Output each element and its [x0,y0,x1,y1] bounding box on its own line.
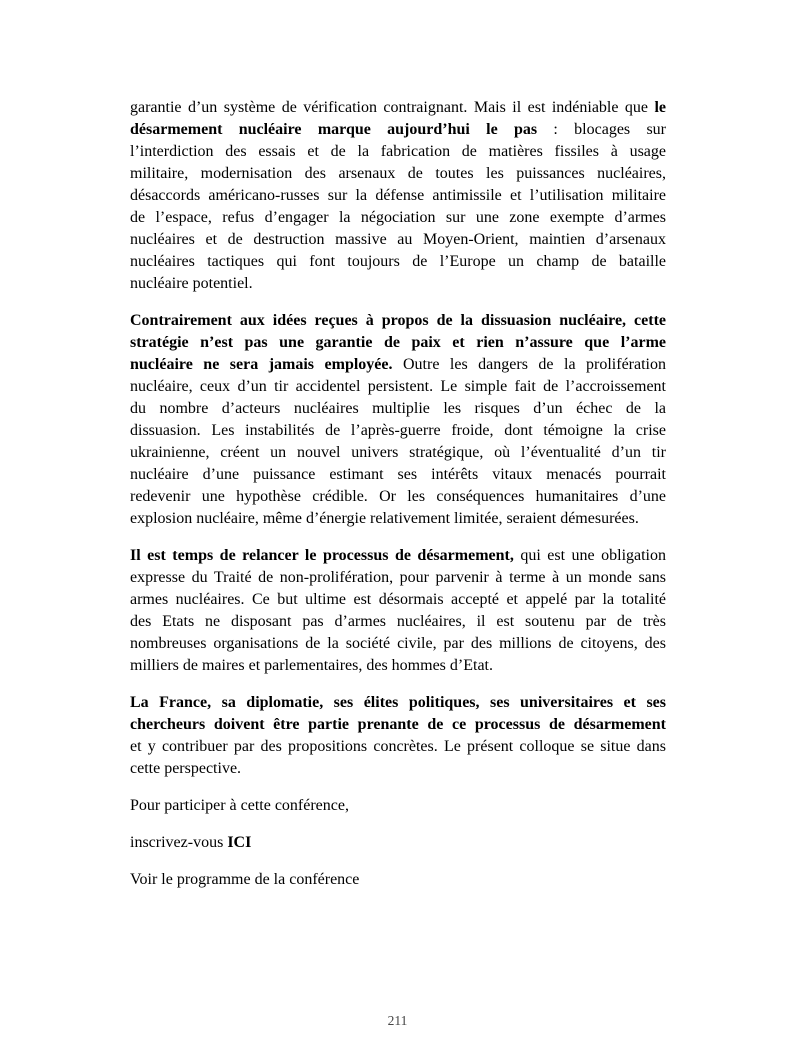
text-segment: La France, sa diplomatie, ses élites politiques, ses universitaires et ses [130,694,666,711]
text-line [130,714,666,736]
text-segment: nombreuses organisations de la société civile, par des millions de citoyens, des [130,635,666,652]
text-line [130,273,666,295]
document-body [130,97,666,906]
text-segment: dissuasion. Les instabilités de l’après-guerre froide, dont témoigne la crise [130,422,666,439]
text-segment: qui est une obligation [513,547,666,564]
text-segment: expresse du Traité de non-prolifération, pour parvenir à terme à un monde sans [130,569,666,586]
text-segment: Outre les dangers de la prolifération [392,356,666,373]
text-line [130,398,666,420]
text-line [130,251,666,273]
text-line [130,163,666,185]
paragraph-7 [130,869,666,891]
text-segment: : blocages sur [537,121,666,138]
text-line [130,508,666,530]
text-segment: nucléaire ne sera jamais employée. [130,356,393,373]
text-segment: Contrairement aux idées reçues à propos de la dissuasion nucléaire, cette [130,312,666,329]
text-segment: armes nucléaires. Ce but ultime est désormais accepté et appelé par la totalité [130,591,666,608]
text-segment: nucléaire, ceux d’un tir accidentel persistent. Le simple fait de l’accroissement [130,378,666,395]
text-segment: milliers de maires et parlementaires, des hommes d’Etat. [130,657,493,674]
text-line [130,310,666,332]
text-segment: nucléaires tactiques qui font toujours de l’Europe un champ de bataille [130,253,666,270]
text-segment: Voir le programme de la conférence [130,871,360,888]
text-segment: redevenir une hypothèse crédible. Or les conséquences humanitaires d’une [130,488,666,505]
text-line [130,832,666,854]
text-line [130,185,666,207]
text-segment: garantie d’un système de vérification contraignant. Mais il est indéniable que [130,99,655,116]
text-line [130,545,666,567]
text-segment: inscrivez-vous [130,834,228,851]
text-segment: ukrainienne, créent un nouvel univers stratégique, où l’éventualité d’un tir [130,444,666,461]
text-line [130,354,666,376]
page-number: 211 [387,1013,408,1028]
text-line [130,229,666,251]
text-segment: des Etats ne disposant pas d’armes nucléaires, il est soutenu par de très [130,613,666,630]
text-line [130,611,666,633]
text-segment: militaire, modernisation des arsenaux de toutes les puissances nucléaires, [130,165,666,182]
text-line [130,486,666,508]
text-line [130,633,666,655]
text-line [130,119,666,141]
text-line [130,692,666,714]
text-line [130,97,666,119]
text-segment: de l’espace, refus d’engager la négociation sur une zone exempte d’armes [130,209,666,226]
text-line [130,869,666,891]
text-line [130,758,666,780]
text-segment: désarmement nucléaire marque aujourd’hui le pas [130,121,538,138]
text-segment: stratégie n’est pas une garantie de paix et rien n’assure que l’arme [130,334,666,351]
text-segment: explosion nucléaire, même d’énergie relativement limitée, seraient démesurées. [130,510,639,527]
text-line [130,795,666,817]
text-line [130,207,666,229]
text-line [130,442,666,464]
paragraph-4 [130,692,666,780]
text-segment: le [654,99,666,116]
text-line [130,332,666,354]
text-segment: nucléaires et de destruction massive au Moyen-Orient, maintien d’arsenaux [130,231,666,248]
text-segment: et y contribuer par des propositions concrètes. Le présent colloque se situe dans [130,738,666,755]
paragraph-2 [130,310,666,530]
text-line [130,567,666,589]
paragraph-6 [130,832,666,854]
text-segment: Pour participer à cette conférence, [130,797,349,814]
paragraph-1 [130,97,666,295]
text-segment: nucléaire d’une puissance estimant ses intérêts vitaux menacés pourrait [130,466,666,483]
text-line [130,736,666,758]
text-line [130,589,666,611]
text-line [130,420,666,442]
text-line [130,655,666,677]
text-segment: l’interdiction des essais et de la fabrication de matières fissiles à usage [130,143,666,160]
paragraph-5 [130,795,666,817]
text-segment: cette perspective. [130,760,242,777]
text-line [130,464,666,486]
text-segment: Il est temps de relancer le processus de désarmement, [130,547,514,564]
text-line [130,376,666,398]
text-segment: chercheurs doivent être partie prenante de ce processus de désarmement [130,716,666,733]
paragraph-3 [130,545,666,677]
text-segment: du nombre d’acteurs nucléaires multiplie les risques d’un échec de la [130,400,666,417]
ici-link[interactable]: ICI [227,834,252,851]
text-segment: nucléaire potentiel. [130,275,253,292]
text-line [130,141,666,163]
text-segment: désaccords américano-russes sur la défense antimissile et l’utilisation militaire [130,187,666,204]
